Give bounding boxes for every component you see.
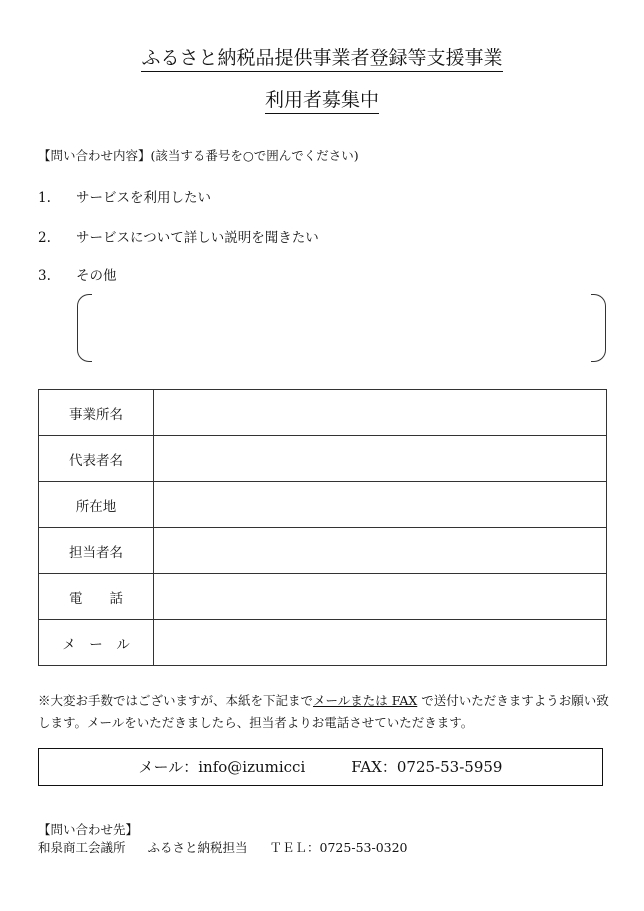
footer-tel: ＴＥＬ：0725-53-0320 (269, 840, 408, 855)
option-number: 3. (38, 268, 51, 284)
contact-person-field[interactable] (154, 528, 607, 574)
contact-box (38, 748, 603, 786)
field-label: 電 話 (39, 574, 154, 620)
page-subtitle (0, 86, 644, 114)
email-field[interactable] (154, 620, 607, 666)
note-emphasis: メールまたは FAX (313, 693, 418, 708)
submission-note (38, 690, 610, 734)
business-name-field[interactable] (154, 390, 607, 436)
table-row (39, 390, 607, 436)
address-field[interactable] (154, 482, 607, 528)
other-bracket-right (591, 294, 606, 362)
page-title (0, 44, 644, 72)
field-label: メ ー ル (39, 620, 154, 666)
option-label: サービスを利用したい (76, 190, 211, 206)
footer-org: 和泉商工会議所 (38, 840, 126, 855)
table-row (39, 574, 607, 620)
option-number: 1. (38, 190, 51, 206)
option-2[interactable] (38, 226, 319, 246)
footer-dept: ふるさと納税担当 (147, 840, 248, 855)
option-number: 2. (38, 230, 51, 246)
field-label: 担当者名 (39, 528, 154, 574)
title-line1: ふるさと納税品提供事業者登録等支援事業 (141, 47, 502, 72)
field-label: 事業所名 (39, 390, 154, 436)
title-line2: 利用者募集中 (265, 89, 379, 114)
inquiry-heading: 【問い合わせ内容】(該当する番号を○で囲んでください) (38, 148, 359, 163)
footer-contact-line (38, 838, 408, 856)
contact-fax: FAX：0725-53-5959 (351, 758, 503, 776)
option-1[interactable] (38, 186, 211, 206)
table-row (39, 528, 607, 574)
table-row (39, 620, 607, 666)
table-row (39, 482, 607, 528)
phone-field[interactable] (154, 574, 607, 620)
field-label: 所在地 (39, 482, 154, 528)
option-3[interactable] (38, 264, 117, 284)
option-label: サービスについて詳しい説明を聞きたい (76, 230, 319, 246)
footer-heading: 【問い合わせ先】 (38, 822, 139, 837)
representative-field[interactable] (154, 436, 607, 482)
table-row (39, 436, 607, 482)
other-text-area[interactable] (92, 296, 590, 358)
note-text: で送付いただきますようお願い致します。メールをいただきましたら、担当者よりお電話させていただきます。 (38, 693, 609, 730)
contact-email[interactable]: メール：info@izumicci (138, 758, 306, 776)
note-text: ※大変お手数ではございますが、本紙を下記まで (38, 693, 314, 708)
option-label: その他 (76, 268, 117, 284)
registration-form-table (38, 389, 607, 666)
field-label: 代表者名 (39, 436, 154, 482)
other-bracket-left (77, 294, 92, 362)
